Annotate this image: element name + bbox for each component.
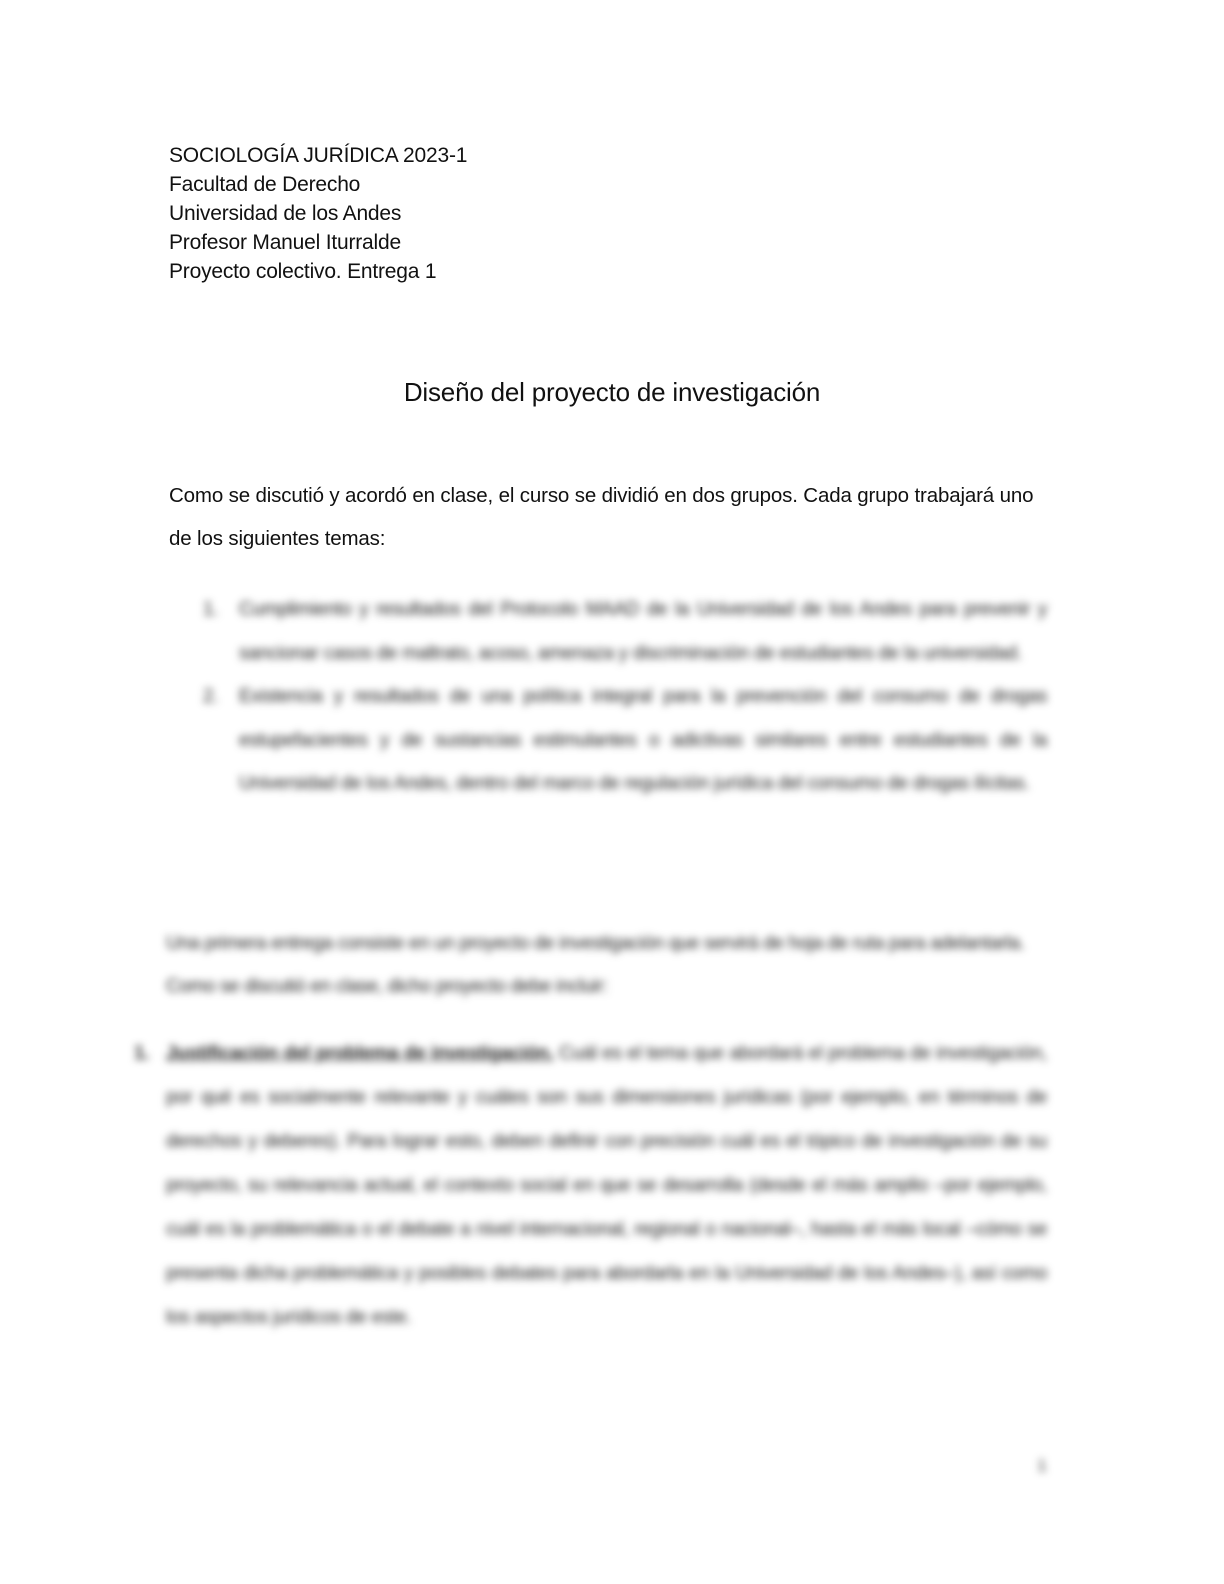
topic-text: Existencia y resultados de una política integral para la prevención del consumo de drogas estupefacientes y de sustancias estimulantes o adictivas similares entre estudiantes de la Universidad de los Andes, dentro del marco de regulación jurídica del consumo de drogas ilícitas. [239,686,1047,794]
university-name: Universidad de los Andes [169,202,402,225]
topic-list [200,588,1047,806]
course-header [169,141,769,286]
requirement-heading: Justificación del problema de investigación. [166,1043,554,1064]
topic-text: Cumplimiento y resultados del Protocolo MAAD de la Universidad de los Andes para prevenir y sancionar casos de maltrato, acoso, amenaza y discriminación de estudiantes de la universidad. [239,599,1047,664]
assignment-name: Proyecto colectivo. Entrega 1 [169,260,437,283]
page-number: 1 [1037,1456,1047,1475]
deliverable-paragraph: Una primera entrega consiste en un proyecto de investigación que servirá de hoja de ruta para adelantarla. Como se discutió en clase, dicho proyecto debe incluir: [166,933,1025,997]
requirements-list [131,1032,1047,1340]
topic-number: 2. [203,686,219,707]
requirement-number: 1. [134,1043,150,1064]
topic-number: 1. [203,599,219,620]
requirement-text: Cuál es el tema que abordará el problema de investigación, por qué es socialmente relevante y cuáles son sus dimensiones jurídicas (por ejemplo, en términos de derechos y deberes). Para lograr esto, deben definir con precisión cuál es el tópico de investigación de su proyecto, su relevancia actual, el contexto social en que se desarrolla (desde el más amplio –por ejemplo, cuál es la problemática o el debate a nivel internacional, regional o nacional–, hasta el más local –cómo se presenta dicha problemática y posibles debates para abordarla en la Universidad de los Andes–), así como los aspectos jurídicos de este. [166,1043,1048,1328]
faculty-name: Facultad de Derecho [169,173,361,196]
topic-item [200,588,1047,675]
course-name: SOCIOLOGÍA JURÍDICA 2023-1 [169,144,468,167]
professor-name: Profesor Manuel Iturralde [169,231,401,254]
requirement-item [131,1032,1047,1340]
intro-paragraph: Como se discutió y acordó en clase, el curso se dividió en dos grupos. Cada grupo trabajará uno de los siguientes temas: [169,484,1034,550]
document-title: Diseño del proyecto de investigación [403,377,821,407]
topic-item [200,675,1047,806]
